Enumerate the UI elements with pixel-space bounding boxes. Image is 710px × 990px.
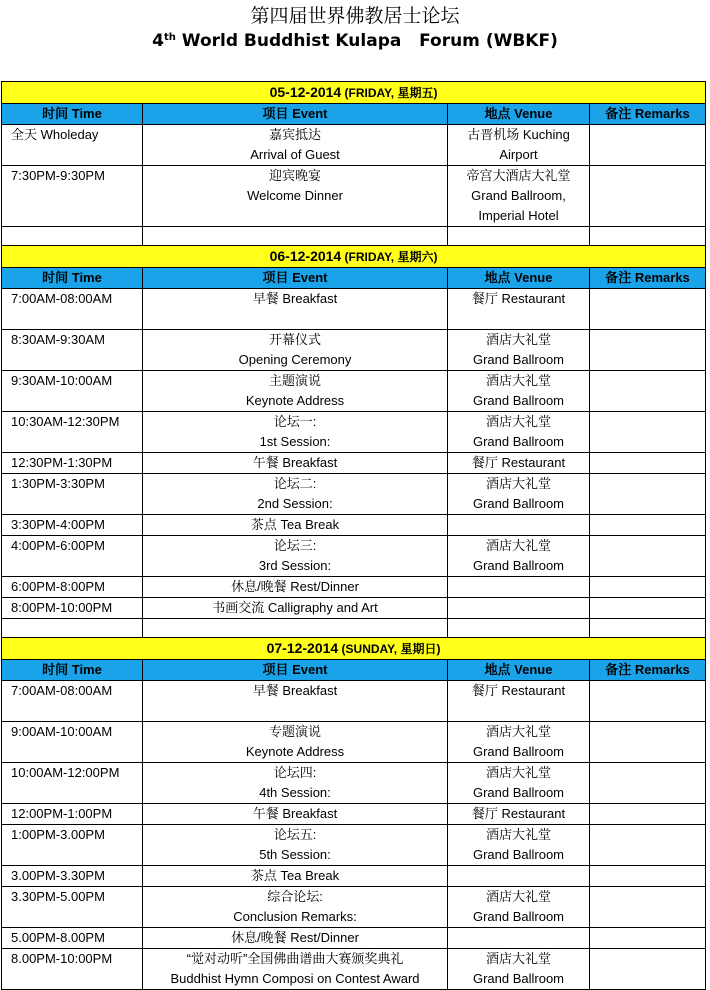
event-line: 嘉宾抵达 — [268, 127, 321, 142]
event-line: 1st Session: — [259, 434, 331, 449]
event-line: 茶点 Tea Break — [250, 517, 340, 532]
table-row — [2, 825, 706, 866]
venue-cell — [448, 681, 590, 722]
venue-cell — [448, 453, 590, 474]
time-text: 7:00AM-08:00AM — [11, 291, 113, 306]
remarks-cell — [590, 949, 706, 990]
event-line: Welcome Dinner — [247, 188, 343, 203]
remarks-cell — [590, 453, 706, 474]
time-cell — [2, 536, 143, 577]
time-cell — [2, 289, 143, 330]
time-text: 9:00AM-10:00AM — [11, 724, 113, 739]
event-line: 早餐 Breakfast — [252, 291, 338, 306]
venue-cell — [448, 763, 590, 804]
time-text: 3.00PM-3.30PM — [11, 868, 105, 883]
event-line: “觉对动听”全国佛曲谱曲大赛颁奖典礼 — [186, 951, 404, 966]
venue-line: Grand Ballroom — [472, 496, 565, 511]
venue-line: 餐厅 Restaurant — [471, 455, 566, 470]
remarks-cell — [590, 166, 706, 227]
venue-cell — [448, 371, 590, 412]
date-cell — [2, 246, 706, 268]
event-cell — [143, 949, 448, 990]
event-line: 论坛一: — [273, 414, 317, 429]
event-line: 茶点 Tea Break — [250, 868, 340, 883]
table-row — [2, 515, 706, 536]
title-english — [0, 28, 710, 54]
event-cell — [143, 722, 448, 763]
time-text: 8:00PM-10:00PM — [11, 600, 113, 615]
spacer-row — [2, 227, 706, 246]
event-cell — [143, 681, 448, 722]
title-en-sup: th — [163, 32, 176, 43]
remarks-cell — [590, 330, 706, 371]
time-cell — [2, 412, 143, 453]
schedule-table — [1, 81, 706, 990]
event-line: Opening Ceremony — [238, 352, 352, 367]
header-time-label: 时间 Time — [42, 662, 102, 677]
header-remarks-label: 备注 Remarks — [605, 270, 690, 285]
event-cell — [143, 371, 448, 412]
header-venue — [448, 268, 590, 289]
header-event — [143, 268, 448, 289]
header-venue-label: 地点 Venue — [484, 270, 553, 285]
time-text: 8:30AM-9:30AM — [11, 332, 105, 347]
venue-cell — [448, 949, 590, 990]
event-line: 综合论坛: — [267, 889, 323, 904]
time-text: 全天 Wholeday — [11, 127, 99, 142]
remarks-cell — [590, 722, 706, 763]
event-line: 迎宾晚宴 — [268, 168, 321, 183]
event-line: 开幕仪式 — [268, 332, 321, 347]
remarks-cell — [590, 598, 706, 619]
empty-cell — [2, 619, 143, 638]
header-remarks — [590, 104, 706, 125]
venue-cell — [448, 722, 590, 763]
table-row — [2, 289, 706, 330]
table-row — [2, 949, 706, 990]
time-cell — [2, 825, 143, 866]
table-row — [2, 577, 706, 598]
event-line: Buddhist Hymn Composi on Contest Award — [170, 971, 420, 986]
venue-cell — [448, 166, 590, 227]
time-cell — [2, 125, 143, 166]
venue-line: 帝宫大酒店大礼堂 — [466, 168, 571, 183]
venue-line: Grand Ballroom — [472, 847, 565, 862]
venue-line: Grand Ballroom — [472, 785, 565, 800]
time-text: 6:00PM-8:00PM — [11, 579, 105, 594]
header-venue-label: 地点 Venue — [484, 662, 553, 677]
remarks-cell — [590, 866, 706, 887]
table-row — [2, 804, 706, 825]
remarks-cell — [590, 804, 706, 825]
event-cell — [143, 763, 448, 804]
event-cell — [143, 289, 448, 330]
time-text: 7:30PM-9:30PM — [11, 168, 105, 183]
event-cell — [143, 825, 448, 866]
empty-cell — [590, 227, 706, 246]
time-cell — [2, 515, 143, 536]
remarks-cell — [590, 515, 706, 536]
event-cell — [143, 166, 448, 227]
venue-line: Grand Ballroom — [472, 558, 565, 573]
venue-line: Grand Ballroom — [472, 744, 565, 759]
event-cell — [143, 536, 448, 577]
header-remarks-label: 备注 Remarks — [605, 662, 690, 677]
remarks-cell — [590, 825, 706, 866]
venue-line: Grand Ballroom — [472, 434, 565, 449]
remarks-cell — [590, 412, 706, 453]
header-row — [2, 104, 706, 125]
header-time-label: 时间 Time — [42, 106, 102, 121]
time-text: 5.00PM-8.00PM — [11, 930, 105, 945]
date-row — [2, 246, 706, 268]
table-row — [2, 474, 706, 515]
time-cell — [2, 598, 143, 619]
venue-cell — [448, 412, 590, 453]
table-row — [2, 866, 706, 887]
venue-line: 酒店大礼堂 — [485, 332, 551, 347]
date-text: 06-12-2014 — [269, 248, 342, 264]
time-text: 9:30AM-10:00AM — [11, 373, 113, 388]
time-cell — [2, 577, 143, 598]
event-line: 早餐 Breakfast — [252, 683, 338, 698]
event-line: 论坛四: — [273, 765, 317, 780]
date-cell — [2, 638, 706, 660]
header-event-label: 项目 Event — [262, 662, 328, 677]
venue-cell — [448, 928, 590, 949]
time-text: 3:30PM-4:00PM — [11, 517, 105, 532]
table-row — [2, 371, 706, 412]
event-line: 休息/晚餐 Rest/Dinner — [231, 930, 359, 945]
event-cell — [143, 866, 448, 887]
event-cell — [143, 412, 448, 453]
venue-line: 古晋机场 Kuching — [467, 127, 570, 142]
time-text: 1:00PM-3.00PM — [11, 827, 105, 842]
header-venue — [448, 660, 590, 681]
title-en-prefix: 4 — [152, 31, 164, 51]
venue-cell — [448, 515, 590, 536]
remarks-cell — [590, 125, 706, 166]
event-line: Keynote Address — [245, 744, 345, 759]
venue-cell — [448, 536, 590, 577]
table-row — [2, 412, 706, 453]
header-time — [2, 268, 143, 289]
event-line: 2nd Session: — [257, 496, 333, 511]
time-cell — [2, 474, 143, 515]
event-cell — [143, 125, 448, 166]
venue-cell — [448, 474, 590, 515]
table-row — [2, 125, 706, 166]
venue-line: 酒店大礼堂 — [485, 373, 551, 388]
header-venue — [448, 104, 590, 125]
venue-cell — [448, 887, 590, 928]
header-venue-label: 地点 Venue — [484, 106, 553, 121]
venue-line: Grand Ballroom — [472, 971, 565, 986]
event-line: 书画交流 Calligraphy and Art — [212, 600, 378, 615]
event-line: 3rd Session: — [258, 558, 332, 573]
event-line: Conclusion Remarks: — [233, 909, 357, 924]
venue-cell — [448, 289, 590, 330]
empty-cell — [143, 227, 448, 246]
header-row — [2, 268, 706, 289]
empty-cell — [143, 619, 448, 638]
venue-cell — [448, 825, 590, 866]
event-cell — [143, 577, 448, 598]
venue-cell — [448, 330, 590, 371]
time-cell — [2, 722, 143, 763]
venue-cell — [448, 577, 590, 598]
time-cell — [2, 928, 143, 949]
date-row — [2, 82, 706, 104]
remarks-cell — [590, 681, 706, 722]
event-cell — [143, 887, 448, 928]
spacer-row — [2, 619, 706, 638]
remarks-cell — [590, 536, 706, 577]
event-line: 5th Session: — [259, 847, 331, 862]
venue-line: 餐厅 Restaurant — [471, 291, 566, 306]
event-line: 专题演说 — [268, 724, 321, 739]
time-text: 12:00PM-1:00PM — [11, 806, 113, 821]
event-line: 论坛三: — [273, 538, 317, 553]
event-cell — [143, 474, 448, 515]
table-row — [2, 536, 706, 577]
time-cell — [2, 866, 143, 887]
venue-line: 酒店大礼堂 — [485, 765, 551, 780]
table-row — [2, 330, 706, 371]
time-text: 3.30PM-5.00PM — [11, 889, 105, 904]
remarks-cell — [590, 887, 706, 928]
venue-line: Grand Ballroom — [472, 352, 565, 367]
venue-line: 酒店大礼堂 — [485, 476, 551, 491]
venue-line: 酒店大礼堂 — [485, 827, 551, 842]
day-of-week: (SUNDAY, 星期日) — [338, 642, 441, 656]
event-cell — [143, 515, 448, 536]
header-event — [143, 104, 448, 125]
venue-line: 酒店大礼堂 — [485, 889, 551, 904]
title-block — [0, 0, 710, 54]
time-text: 10:00AM-12:00PM — [11, 765, 120, 780]
header-remarks — [590, 660, 706, 681]
header-event — [143, 660, 448, 681]
time-text: 4:00PM-6:00PM — [11, 538, 105, 553]
remarks-cell — [590, 371, 706, 412]
venue-line: 酒店大礼堂 — [485, 538, 551, 553]
header-time — [2, 660, 143, 681]
event-cell — [143, 928, 448, 949]
time-text: 10:30AM-12:30PM — [11, 414, 120, 429]
remarks-cell — [590, 577, 706, 598]
event-line: 午餐 Breakfast — [252, 806, 338, 821]
date-text: 05-12-2014 — [269, 84, 342, 100]
day-of-week: (FRIDAY, 星期六) — [341, 250, 438, 264]
venue-cell — [448, 598, 590, 619]
header-remarks — [590, 268, 706, 289]
time-cell — [2, 763, 143, 804]
date-text: 07-12-2014 — [266, 640, 339, 656]
time-cell — [2, 166, 143, 227]
empty-cell — [448, 619, 590, 638]
time-text: 7:00AM-08:00AM — [11, 683, 113, 698]
event-line: 论坛五: — [273, 827, 317, 842]
venue-line: 餐厅 Restaurant — [471, 806, 566, 821]
event-cell — [143, 804, 448, 825]
time-text: 8.00PM-10:00PM — [11, 951, 113, 966]
event-line: 论坛二: — [273, 476, 317, 491]
title-chinese: 第四届世界佛教居士论坛 — [250, 5, 460, 27]
table-row — [2, 928, 706, 949]
time-cell — [2, 949, 143, 990]
date-row — [2, 638, 706, 660]
venue-cell — [448, 125, 590, 166]
header-event-label: 项目 Event — [262, 106, 328, 121]
venue-cell — [448, 866, 590, 887]
time-text: 1:30PM-3:30PM — [11, 476, 105, 491]
venue-line: 酒店大礼堂 — [485, 414, 551, 429]
remarks-cell — [590, 763, 706, 804]
venue-line: Airport — [499, 147, 538, 162]
venue-line: Grand Ballroom — [472, 393, 565, 408]
date-cell — [2, 82, 706, 104]
table-row — [2, 166, 706, 227]
remarks-cell — [590, 928, 706, 949]
table-row — [2, 722, 706, 763]
venue-cell — [448, 804, 590, 825]
empty-cell — [590, 619, 706, 638]
header-row — [2, 660, 706, 681]
event-cell — [143, 453, 448, 474]
empty-cell — [448, 227, 590, 246]
time-cell — [2, 804, 143, 825]
time-cell — [2, 453, 143, 474]
empty-cell — [2, 227, 143, 246]
venue-line: 酒店大礼堂 — [485, 951, 551, 966]
table-row — [2, 681, 706, 722]
venue-line: Imperial Hotel — [478, 208, 559, 223]
header-remarks-label: 备注 Remarks — [605, 106, 690, 121]
event-line: 主题演说 — [268, 373, 321, 388]
event-line: 4th Session: — [259, 785, 331, 800]
day-of-week: (FRIDAY, 星期五) — [341, 86, 438, 100]
event-line: 休息/晚餐 Rest/Dinner — [231, 579, 359, 594]
table-row — [2, 887, 706, 928]
table-row — [2, 763, 706, 804]
time-cell — [2, 887, 143, 928]
header-event-label: 项目 Event — [262, 270, 328, 285]
event-cell — [143, 598, 448, 619]
venue-line: 餐厅 Restaurant — [471, 683, 566, 698]
remarks-cell — [590, 474, 706, 515]
remarks-cell — [590, 289, 706, 330]
event-cell — [143, 330, 448, 371]
header-time — [2, 104, 143, 125]
time-cell — [2, 371, 143, 412]
time-cell — [2, 681, 143, 722]
time-text: 12:30PM-1:30PM — [11, 455, 113, 470]
table-row — [2, 598, 706, 619]
event-line: Keynote Address — [245, 393, 345, 408]
event-line: Arrival of Guest — [250, 147, 340, 162]
time-cell — [2, 330, 143, 371]
venue-line: Grand Ballroom — [472, 909, 565, 924]
header-time-label: 时间 Time — [42, 270, 102, 285]
table-row — [2, 453, 706, 474]
event-line: 午餐 Breakfast — [252, 455, 338, 470]
venue-line: 酒店大礼堂 — [485, 724, 551, 739]
title-en-rest: World Buddhist Kulapa Forum (WBKF) — [175, 31, 558, 51]
venue-line: Grand Ballroom, — [471, 188, 566, 203]
